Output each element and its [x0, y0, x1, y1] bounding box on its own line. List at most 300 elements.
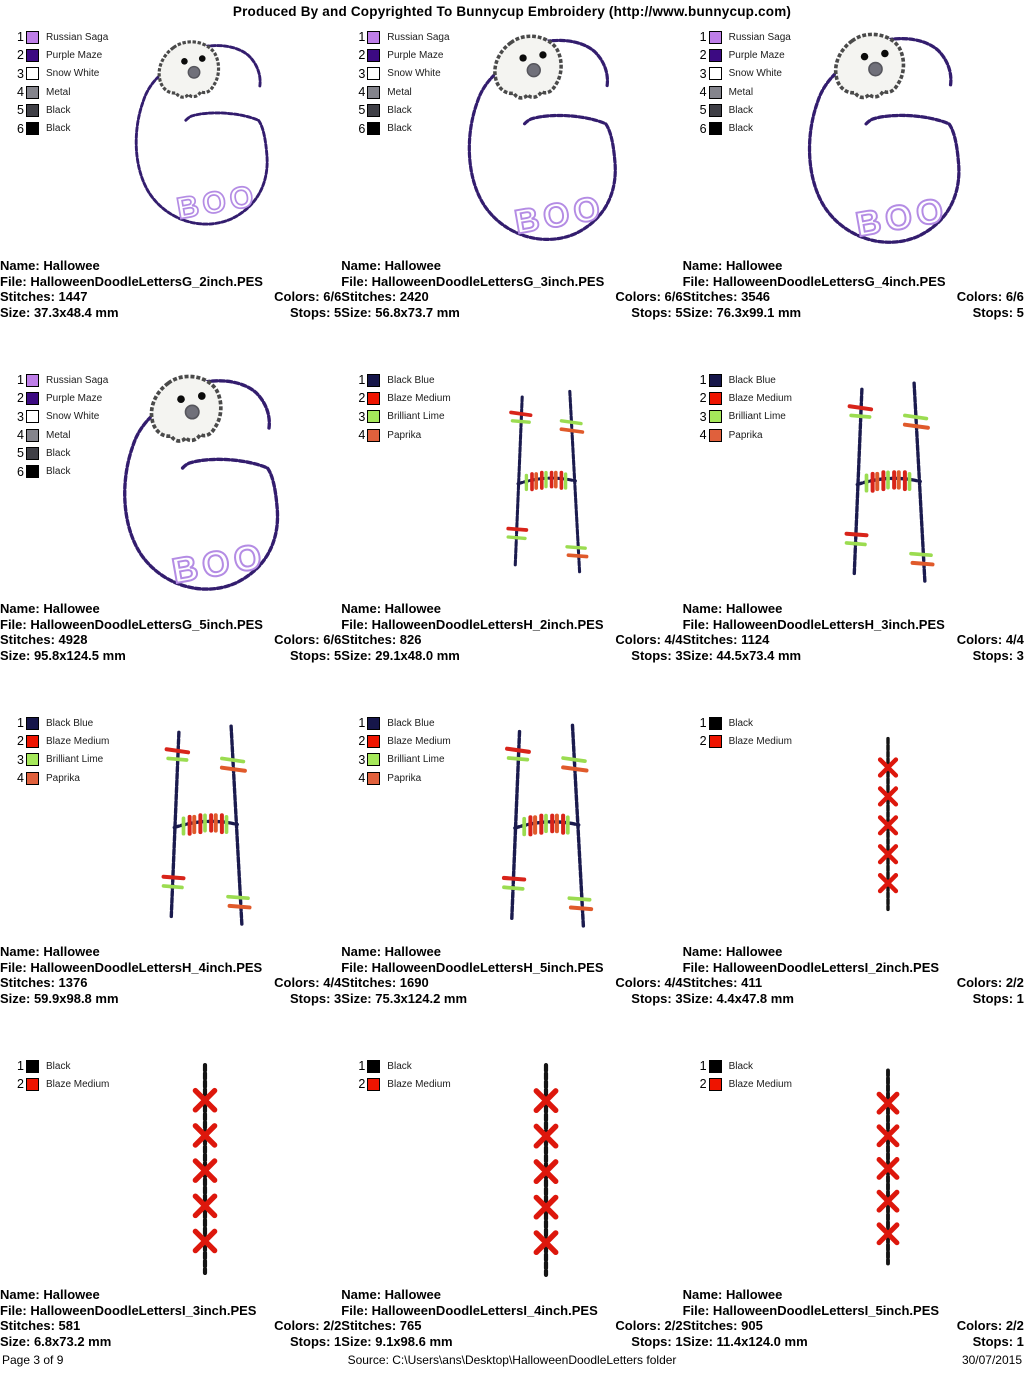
- color-name: Blaze Medium: [387, 1078, 451, 1090]
- design-size: Size: 29.1x48.0 mm: [341, 647, 460, 663]
- letter-i-design: [865, 732, 910, 916]
- design-file: File: HalloweenDoodleLettersH_5inch.PES: [341, 959, 604, 975]
- color-legend: [697, 28, 791, 138]
- legend-number: 4: [358, 85, 366, 100]
- color-swatch: [709, 67, 722, 80]
- color-swatch: [26, 1060, 39, 1073]
- color-name: Metal: [387, 86, 412, 98]
- color-swatch: [26, 31, 39, 44]
- legend-number: 3: [17, 752, 24, 767]
- color-count: Colors: 2/2: [615, 1318, 683, 1333]
- color-swatch: [26, 772, 39, 785]
- legend-number: 4: [17, 85, 24, 100]
- stitch-count: Stitches: 905: [682, 1318, 763, 1333]
- design-metadata: [683, 601, 1024, 663]
- legend-entry: [697, 408, 792, 426]
- legend-entry: [14, 444, 108, 462]
- legend-number: 3: [699, 66, 707, 81]
- legend-entry: [355, 119, 449, 137]
- color-name: Black: [728, 104, 754, 116]
- color-name: Paprika: [387, 429, 422, 441]
- legend-entry: [355, 101, 449, 119]
- legend-number: 2: [17, 1077, 24, 1092]
- color-name: Purple Maze: [46, 49, 103, 61]
- design-card-h-2inch: [341, 371, 682, 714]
- grid-row-2: [0, 371, 1024, 714]
- design-metadata: [683, 1287, 1024, 1349]
- legend-number: 2: [358, 734, 366, 749]
- legend-number: 3: [358, 752, 366, 767]
- color-name: Black: [46, 466, 71, 478]
- legend-number: 6: [17, 464, 24, 479]
- color-name: Black: [46, 1060, 71, 1072]
- legend-entry: [14, 426, 108, 444]
- color-name: Purple Maze: [728, 49, 785, 61]
- color-name: Black: [728, 123, 754, 135]
- color-name: Black Blue: [387, 717, 435, 729]
- design-file: File: HalloweenDoodleLettersH_3inch.PES: [682, 616, 945, 632]
- legend-number: 1: [358, 716, 366, 731]
- color-swatch: [709, 49, 722, 62]
- design-size: Size: 75.3x124.2 mm: [341, 990, 468, 1006]
- legend-entry: [14, 751, 109, 769]
- design-file: File: HalloweenDoodleLettersI_3inch.PES: [0, 1302, 257, 1318]
- legend-entry: [697, 28, 791, 46]
- stop-count: Stops: 3: [290, 990, 342, 1006]
- color-swatch: [709, 86, 722, 99]
- legend-entry: [697, 714, 792, 732]
- legend-entry: [697, 65, 791, 83]
- color-swatch: [709, 104, 722, 117]
- color-swatch: [367, 31, 380, 44]
- design-file: File: HalloweenDoodleLettersG_5inch.PES: [0, 616, 263, 632]
- legend-entry: [697, 101, 791, 119]
- color-name: Black: [728, 1060, 754, 1072]
- stitch-count: Stitches: 1376: [0, 975, 88, 990]
- legend-entry: [355, 751, 450, 769]
- stitch-count: Stitches: 1690: [341, 975, 429, 990]
- design-metadata: [341, 601, 682, 663]
- design-name: Name: Hallowee: [341, 944, 441, 959]
- legend-entry: [14, 28, 108, 46]
- design-name: Name: Hallowee: [682, 258, 783, 273]
- color-swatch: [709, 122, 722, 135]
- stop-count: Stops: 1: [290, 1333, 342, 1349]
- legend-number: 2: [358, 1077, 366, 1092]
- design-card-h-4inch: [0, 714, 341, 1057]
- legend-entry: [355, 408, 450, 426]
- color-count: Colors: 6/6: [615, 289, 683, 304]
- design-metadata: [0, 601, 341, 663]
- legend-number: 5: [17, 446, 24, 461]
- design-size: Size: 44.5x73.4 mm: [682, 647, 802, 663]
- legend-entry: [697, 46, 791, 64]
- legend-entry: [14, 46, 108, 64]
- color-swatch: [709, 392, 722, 405]
- color-swatch: [367, 122, 380, 135]
- stitch-count: Stitches: 826: [341, 632, 422, 647]
- design-name: Name: Hallowee: [341, 258, 441, 273]
- color-swatch: [709, 717, 722, 730]
- color-name: Blaze Medium: [728, 735, 792, 747]
- color-swatch: [709, 31, 722, 44]
- letter-i-design: [178, 1057, 232, 1281]
- color-name: Brilliant Lime: [46, 754, 104, 766]
- legend-number: 2: [17, 391, 24, 406]
- legend-number: 1: [358, 373, 366, 388]
- design-metadata: [683, 944, 1024, 1006]
- color-name: Metal: [46, 429, 71, 441]
- legend-number: 6: [699, 121, 707, 136]
- legend-number: 4: [699, 85, 707, 100]
- stop-count: Stops: 3: [631, 647, 683, 663]
- stop-count: Stops: 1: [972, 990, 1024, 1006]
- legend-number: 1: [17, 1059, 24, 1074]
- design-card-h-5inch: [341, 714, 682, 1057]
- legend-number: 4: [699, 428, 707, 443]
- legend-number: 4: [17, 771, 24, 786]
- color-swatch: [709, 410, 722, 423]
- color-swatch: [26, 465, 39, 478]
- design-name: Name: Hallowee: [682, 1287, 783, 1302]
- design-card-g-5inch: [0, 371, 341, 714]
- color-count: Colors: 2/2: [274, 1318, 342, 1333]
- color-name: Brilliant Lime: [387, 411, 445, 423]
- design-name: Name: Hallowee: [341, 601, 441, 616]
- letter-h-design: [834, 374, 942, 589]
- design-card-i-5inch: [683, 1057, 1024, 1400]
- design-file: File: HalloweenDoodleLettersG_4inch.PES: [682, 273, 946, 289]
- grid-row-3: [0, 714, 1024, 1057]
- letter-i-design: [862, 1063, 913, 1271]
- legend-number: 1: [699, 373, 707, 388]
- color-swatch: [367, 735, 380, 748]
- design-grid: [0, 28, 1024, 1400]
- stop-count: Stops: 1: [972, 1333, 1024, 1349]
- legend-number: 5: [358, 103, 366, 118]
- legend-entry: [14, 101, 108, 119]
- legend-entry: [355, 769, 450, 787]
- color-name: Russian Saga: [728, 31, 791, 43]
- color-name: Metal: [728, 86, 754, 98]
- legend-entry: [14, 714, 109, 732]
- design-size: Size: 56.8x73.7 mm: [341, 304, 460, 320]
- color-count: Colors: 4/4: [615, 975, 683, 990]
- color-name: Brilliant Lime: [728, 411, 786, 423]
- legend-number: 1: [17, 716, 24, 731]
- color-swatch: [367, 67, 380, 80]
- color-name: Black: [387, 1060, 412, 1072]
- legend-entry: [355, 1075, 450, 1093]
- legend-number: 3: [699, 409, 707, 424]
- color-swatch: [26, 374, 39, 387]
- color-swatch: [709, 1078, 722, 1091]
- legend-number: 3: [17, 409, 24, 424]
- design-size: Size: 37.3x48.4 mm: [0, 304, 119, 320]
- letter-h-design: [151, 717, 259, 932]
- design-metadata: [341, 258, 682, 320]
- color-swatch: [26, 1078, 39, 1091]
- stop-count: Stops: 5: [290, 304, 342, 320]
- legend-entry: [355, 83, 449, 101]
- color-legend: [697, 1057, 792, 1094]
- design-size: Size: 76.3x99.1 mm: [682, 304, 802, 320]
- color-name: Russian Saga: [46, 31, 109, 43]
- stitch-count: Stitches: 581: [0, 1318, 81, 1333]
- design-metadata: [341, 944, 682, 1006]
- legend-number: 4: [17, 428, 24, 443]
- letter-h-design: [492, 716, 601, 934]
- stitch-count: Stitches: 3546: [682, 289, 771, 304]
- letter-h-design: [497, 383, 595, 579]
- color-swatch: [26, 717, 39, 730]
- design-metadata: [0, 258, 341, 320]
- color-name: Snow White: [387, 68, 441, 80]
- color-swatch: [26, 429, 39, 442]
- legend-number: 2: [17, 734, 24, 749]
- color-swatch: [367, 374, 380, 387]
- color-name: Blaze Medium: [387, 735, 451, 747]
- legend-entry: [697, 371, 792, 389]
- color-name: Purple Maze: [387, 49, 444, 61]
- design-card-h-3inch: [683, 371, 1024, 714]
- design-metadata: [683, 258, 1024, 320]
- color-count: Colors: 4/4: [274, 975, 342, 990]
- legend-entry: [14, 389, 108, 407]
- color-swatch: [367, 753, 380, 766]
- color-legend: [697, 714, 792, 751]
- design-file: File: HalloweenDoodleLettersI_5inch.PES: [682, 1302, 940, 1318]
- color-swatch: [26, 122, 39, 135]
- color-name: Paprika: [387, 772, 422, 784]
- color-name: Black Blue: [387, 374, 435, 386]
- design-file: File: HalloweenDoodleLettersI_2inch.PES: [682, 959, 940, 975]
- color-swatch: [367, 429, 380, 442]
- design-name: Name: Hallowee: [682, 601, 783, 616]
- color-swatch: [26, 104, 39, 117]
- design-name: Name: Hallowee: [0, 944, 100, 959]
- design-size: Size: 59.9x98.8 mm: [0, 990, 119, 1006]
- legend-number: 1: [358, 1059, 366, 1074]
- color-swatch: [26, 447, 39, 460]
- color-legend: [14, 371, 108, 481]
- color-name: Purple Maze: [46, 392, 103, 404]
- legend-entry: [14, 462, 108, 480]
- color-name: Snow White: [46, 411, 100, 423]
- color-swatch: [26, 735, 39, 748]
- legend-entry: [697, 1075, 792, 1093]
- design-size: Size: 95.8x124.5 mm: [0, 647, 126, 663]
- design-file: File: HalloweenDoodleLettersI_4inch.PES: [341, 1302, 598, 1318]
- design-size: Size: 4.4x47.8 mm: [682, 990, 794, 1006]
- legend-entry: [355, 65, 449, 83]
- legend-number: 2: [17, 48, 24, 63]
- color-swatch: [367, 104, 380, 117]
- stop-count: Stops: 1: [631, 1333, 683, 1349]
- color-swatch: [26, 67, 39, 80]
- stitch-count: Stitches: 4928: [0, 632, 88, 647]
- legend-number: 3: [358, 66, 366, 81]
- legend-number: 1: [358, 30, 366, 45]
- grid-row-4: [0, 1057, 1024, 1400]
- legend-entry: [14, 408, 108, 426]
- color-count: Colors: 4/4: [615, 632, 683, 647]
- legend-number: 5: [17, 103, 24, 118]
- design-name: Name: Hallowee: [0, 1287, 100, 1302]
- design-card-g-4inch: [683, 28, 1024, 371]
- design-metadata: [0, 944, 341, 1006]
- legend-entry: [355, 1057, 450, 1075]
- design-card-i-4inch: [341, 1057, 682, 1400]
- color-swatch: [26, 753, 39, 766]
- color-name: Black Blue: [46, 717, 94, 729]
- legend-entry: [14, 83, 108, 101]
- color-count: Colors: 2/2: [956, 1318, 1024, 1333]
- color-name: Blaze Medium: [46, 735, 110, 747]
- color-legend: [355, 1057, 450, 1094]
- letter-g-ghost-design: [802, 30, 974, 249]
- legend-entry: [355, 28, 449, 46]
- source-path: Source: C:\Users\ans\Desktop\HalloweenDoodleLetters folder: [347, 1353, 677, 1367]
- legend-entry: [697, 1057, 792, 1075]
- color-name: Blaze Medium: [46, 1078, 110, 1090]
- legend-entry: [355, 371, 450, 389]
- color-legend: [14, 1057, 109, 1094]
- stitch-count: Stitches: 411: [682, 975, 763, 990]
- color-swatch: [709, 429, 722, 442]
- color-name: Black: [387, 123, 412, 135]
- color-name: Black: [46, 104, 71, 116]
- color-count: Colors: 6/6: [956, 289, 1024, 304]
- color-count: Colors: 2/2: [956, 975, 1024, 990]
- design-card-g-2inch: [0, 28, 341, 371]
- legend-number: 2: [699, 48, 707, 63]
- color-swatch: [709, 735, 722, 748]
- design-metadata: [0, 1287, 341, 1349]
- design-file: File: HalloweenDoodleLettersH_2inch.PES: [341, 616, 604, 632]
- stitch-count: Stitches: 1124: [682, 632, 770, 647]
- color-legend: [355, 371, 450, 444]
- legend-entry: [14, 1075, 109, 1093]
- legend-number: 3: [17, 66, 24, 81]
- design-name: Name: Hallowee: [0, 258, 100, 273]
- design-card-g-3inch: [341, 28, 682, 371]
- legend-number: 2: [358, 48, 366, 63]
- color-legend: [14, 28, 108, 138]
- stop-count: Stops: 3: [972, 647, 1024, 663]
- color-name: Black Blue: [728, 374, 776, 386]
- color-name: Black: [728, 717, 754, 729]
- stop-count: Stops: 5: [972, 304, 1024, 320]
- design-size: Size: 9.1x98.6 mm: [341, 1333, 453, 1349]
- legend-entry: [697, 119, 791, 137]
- color-swatch: [26, 49, 39, 62]
- date: 30/07/2015: [961, 1353, 1022, 1367]
- color-legend: [697, 371, 792, 444]
- legend-entry: [697, 389, 792, 407]
- color-name: Black: [46, 123, 71, 135]
- legend-entry: [355, 389, 450, 407]
- legend-entry: [14, 65, 108, 83]
- legend-entry: [14, 732, 109, 750]
- legend-number: 3: [358, 409, 366, 424]
- letter-g-ghost-design: [130, 38, 281, 230]
- legend-entry: [355, 714, 450, 732]
- stitch-count: Stitches: 765: [341, 1318, 422, 1333]
- color-name: Russian Saga: [387, 31, 450, 43]
- design-card-i-2inch: [683, 714, 1024, 1057]
- legend-entry: [355, 46, 449, 64]
- color-swatch: [367, 49, 380, 62]
- legend-entry: [14, 769, 109, 787]
- color-count: Colors: 6/6: [274, 632, 342, 647]
- design-metadata: [341, 1287, 682, 1349]
- letter-g-ghost-design: [117, 372, 293, 596]
- design-size: Size: 6.8x73.2 mm: [0, 1333, 112, 1349]
- legend-number: 1: [17, 373, 24, 388]
- legend-entry: [697, 83, 791, 101]
- stitch-count: Stitches: 1447: [0, 289, 88, 304]
- color-legend: [14, 714, 109, 787]
- color-name: Blaze Medium: [387, 392, 451, 404]
- legend-number: 1: [17, 30, 24, 45]
- legend-number: 6: [17, 121, 24, 136]
- color-swatch: [26, 410, 39, 423]
- color-legend: [355, 714, 450, 787]
- color-swatch: [709, 1060, 722, 1073]
- design-name: Name: Hallowee: [0, 601, 100, 616]
- legend-number: 4: [358, 771, 366, 786]
- legend-entry: [697, 732, 792, 750]
- color-name: Blaze Medium: [728, 1078, 792, 1090]
- color-name: Blaze Medium: [728, 392, 792, 404]
- color-legend: [355, 28, 449, 138]
- stitch-count: Stitches: 2420: [341, 289, 429, 304]
- legend-number: 6: [358, 121, 366, 136]
- color-name: Black: [387, 104, 412, 116]
- design-file: File: HalloweenDoodleLettersH_4inch.PES: [0, 959, 263, 975]
- stop-count: Stops: 5: [631, 304, 683, 320]
- design-name: Name: Hallowee: [682, 944, 783, 959]
- color-name: Snow White: [728, 68, 782, 80]
- color-swatch: [367, 392, 380, 405]
- legend-number: 2: [699, 734, 707, 749]
- legend-number: 1: [699, 30, 707, 45]
- legend-entry: [355, 732, 450, 750]
- design-file: File: HalloweenDoodleLettersG_3inch.PES: [341, 273, 605, 289]
- color-name: Paprika: [46, 772, 80, 784]
- legend-entry: [355, 426, 450, 444]
- design-name: Name: Hallowee: [341, 1287, 441, 1302]
- legend-number: 5: [699, 103, 707, 118]
- legend-entry: [14, 371, 108, 389]
- legend-number: 1: [699, 716, 707, 731]
- page-number: Page 3 of 9: [2, 1353, 64, 1367]
- color-count: Colors: 4/4: [956, 632, 1024, 647]
- color-swatch: [367, 772, 380, 785]
- color-name: Brilliant Lime: [387, 754, 445, 766]
- color-swatch: [709, 374, 722, 387]
- page-title: Produced By and Copyrighted To Bunnycup Embroidery (http://www.bunnycup.com): [232, 4, 792, 19]
- grid-row-1: [0, 28, 1024, 371]
- color-swatch: [367, 1078, 380, 1091]
- color-name: Metal: [46, 86, 71, 98]
- color-swatch: [367, 1060, 380, 1073]
- color-name: Snow White: [46, 68, 100, 80]
- stop-count: Stops: 5: [290, 647, 342, 663]
- design-size: Size: 11.4x124.0 mm: [682, 1333, 808, 1349]
- color-name: Black: [46, 447, 71, 459]
